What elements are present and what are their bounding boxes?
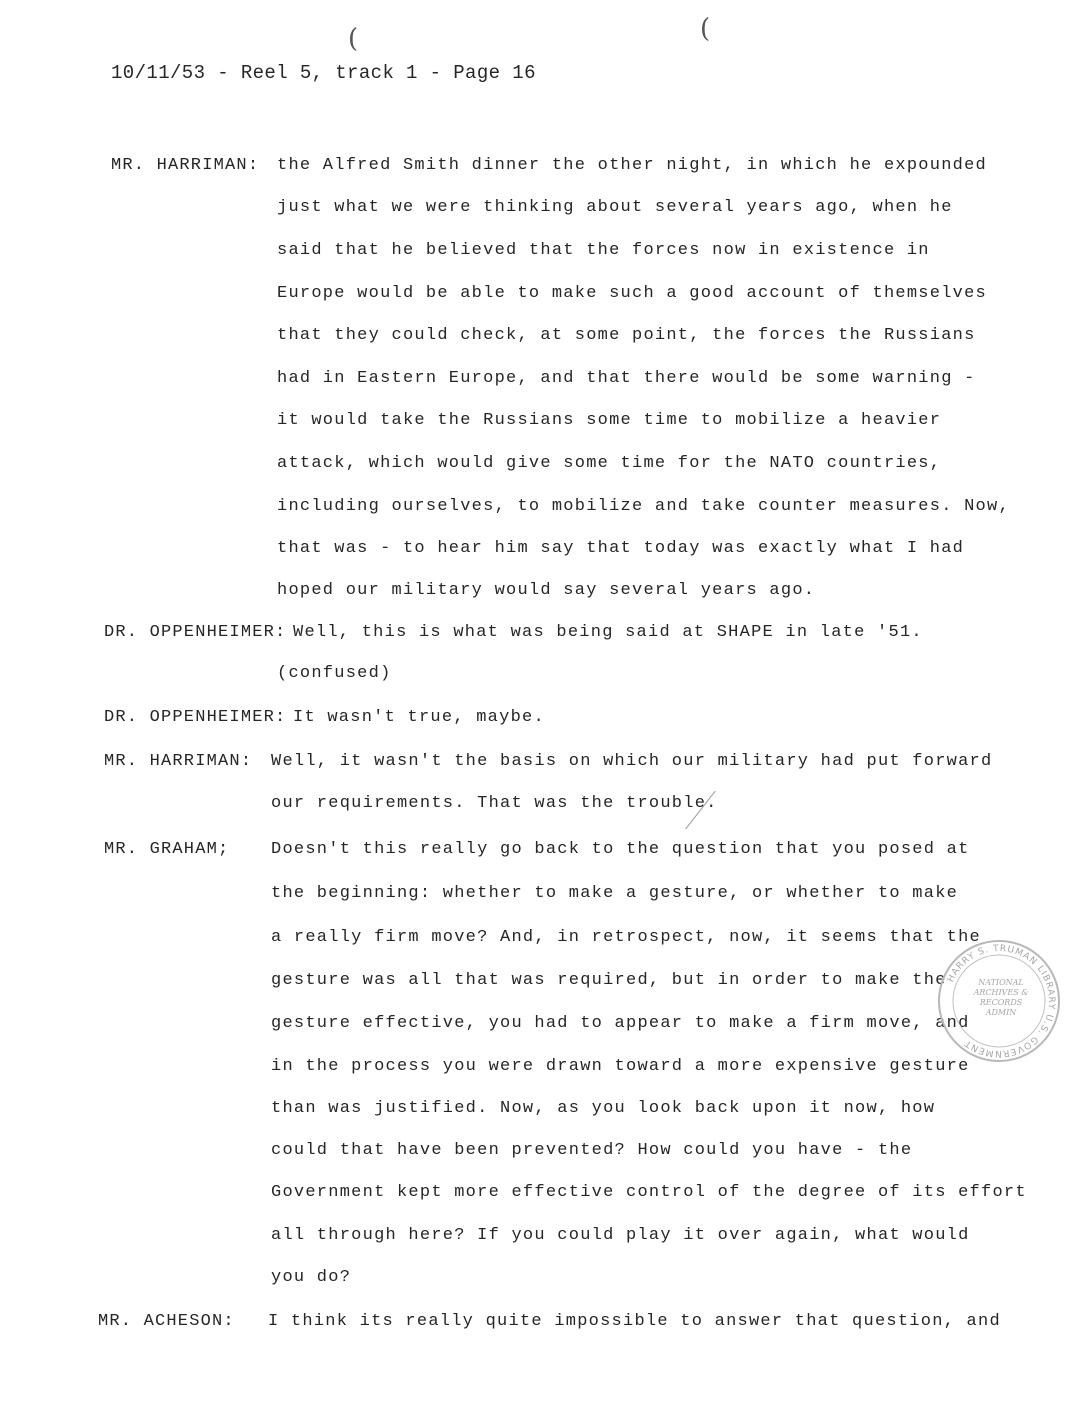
transcript-line: all through here? If you could play it over again, what would <box>271 1226 970 1245</box>
margin-mark-left: ( <box>348 24 359 54</box>
transcript-line: It wasn't true, maybe. <box>293 708 545 727</box>
transcript-line: the Alfred Smith dinner the other night, in which he expounded <box>277 156 988 175</box>
transcript-line: Government kept more effective control of the degree of its effort <box>271 1183 1027 1202</box>
transcript-line: that they could check, at some point, the forces the Russians <box>277 326 976 345</box>
stamp-line: ADMIN <box>985 1008 1017 1017</box>
speaker-label: MR. HARRIMAN: <box>111 156 260 175</box>
speaker-label: MR. ACHESON: <box>98 1312 235 1331</box>
stamp-line: RECORDS <box>979 998 1023 1007</box>
transcript-line: our requirements. That was the trouble. <box>271 794 718 813</box>
transcript-line: I think its really quite impossible to answer that question, and <box>268 1312 1001 1331</box>
transcript-line: Well, this is what was being said at SHAPE in late '51. <box>293 623 923 642</box>
transcript-line: Europe would be able to make such a good account of themselves <box>277 284 988 303</box>
margin-mark-right: ( <box>700 14 711 44</box>
speaker-label: MR. HARRIMAN: <box>104 752 253 771</box>
speaker-label: DR. OPPENHEIMER: <box>104 623 287 642</box>
transcript-line: just what we were thinking about several years ago, when he <box>277 198 953 217</box>
transcript-line: gesture was all that was required, but in order to make the <box>271 971 947 990</box>
transcript-line: than was justified. Now, as you look back upon it now, how <box>271 1099 936 1118</box>
transcript-line: it would take the Russians some time to mobilize a heavier <box>277 411 942 430</box>
transcript-line: in the process you were drawn toward a more expensive gesture <box>271 1057 970 1076</box>
transcript-line: including ourselves, to mobilize and take counter measures. Now, <box>277 497 1010 516</box>
speaker-label: MR. GRAHAM; <box>104 840 230 859</box>
transcript-line: you do? <box>271 1268 352 1287</box>
transcript-line: Well, it wasn't the basis on which our military had put forward <box>271 752 993 771</box>
transcript-line: the beginning: whether to make a gesture, or whether to make <box>271 884 959 903</box>
stamp-line: NATIONAL <box>978 978 1024 987</box>
stamp-ring-text: HARRY S. TRUMAN LIBRARY U.S. GOVERNMENT <box>946 943 1057 1059</box>
transcript-line: Doesn't this really go back to the question that you posed at <box>271 840 970 859</box>
transcript-line: could that have been prevented? How could you have - the <box>271 1141 913 1160</box>
library-stamp <box>938 940 1060 1062</box>
transcript-line: had in Eastern Europe, and that there would be some warning - <box>277 369 976 388</box>
transcript-line: attack, which would give some time for the NATO countries, <box>277 454 942 473</box>
stamp-line: ARCHIVES & <box>973 988 1029 997</box>
transcript-line: (confused) <box>277 664 392 683</box>
transcript-line: hoped our military would say several years ago. <box>277 581 816 600</box>
speaker-label: DR. OPPENHEIMER: <box>104 708 287 727</box>
page-header: 10/11/53 - Reel 5, track 1 - Page 16 <box>111 62 536 84</box>
transcript-line: that was - to hear him say that today was exactly what I had <box>277 539 965 558</box>
stamp-center <box>968 978 1034 1018</box>
transcript-line: gesture effective, you had to appear to make a firm move, and <box>271 1014 970 1033</box>
transcript-line: a really firm move? And, in retrospect, now, it seems that the <box>271 928 982 947</box>
transcript-line: said that he believed that the forces now in existence in <box>277 241 930 260</box>
